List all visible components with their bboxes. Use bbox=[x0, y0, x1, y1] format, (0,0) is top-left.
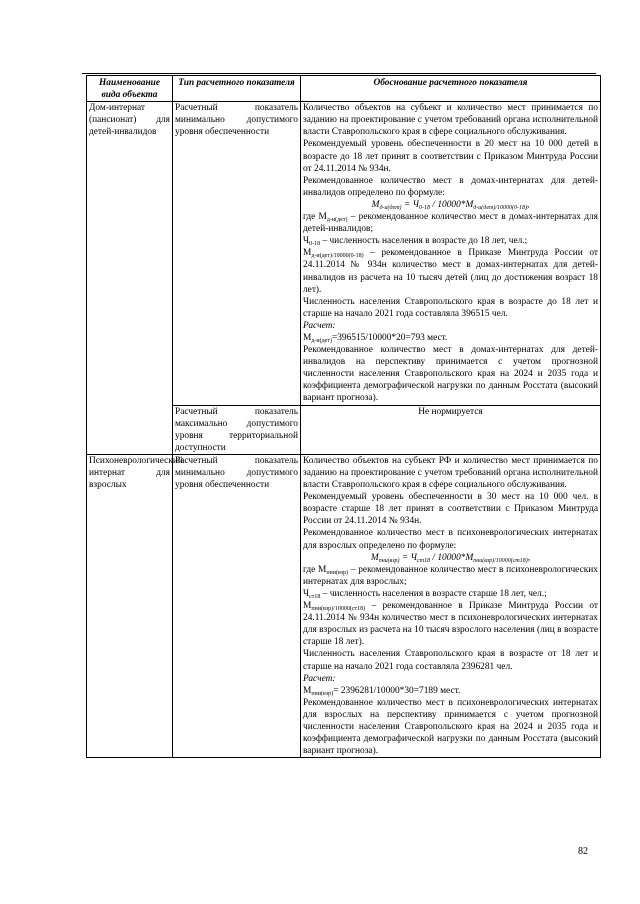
table-row bbox=[87, 454, 601, 757]
table-header-row bbox=[87, 76, 601, 102]
calculation-label: Расчет: bbox=[303, 673, 336, 684]
definition: где $М_{пни(взр)}$ – рекомендованное количество мест в психоневрологических интернатах для взрослых; bbox=[303, 564, 598, 587]
justification-paragraph: Рекомендуемый уровень обеспеченности в 20 мест на 10 000 детей в возрасте до 18 лет принят в соответствии с Приказом Минтруда России от 24.11.2014 № 934н. bbox=[303, 139, 598, 174]
header-object-type: Наименование вида объекта bbox=[87, 76, 173, 102]
page-number: 82 bbox=[578, 846, 588, 857]
object-name: Психоневрологический интернат для взрослых bbox=[87, 454, 173, 757]
formula: $М_{пни(взр)} = Ч_{ст18} / 10000*М_{пни(взр)/10000(ст18)}$, bbox=[370, 552, 531, 564]
justification-paragraph: Количество объектов на субъект РФ и количество мест принимается по заданию на проектирование с учетом требований органа исполнительной власти Ставропольского края в сфере социального обслуживания. bbox=[303, 455, 598, 491]
justification-paragraph: Количество объектов на субъект и количество мест принимается по заданию на проектирование с учетом требований органа исполнительной власти Ставропольского края в сфере социального обслуживания. bbox=[303, 103, 598, 138]
indicator-type: Расчетный показатель минимально допустимого уровня обеспеченности bbox=[173, 102, 301, 405]
indicator-type: Расчетный показатель минимально допустимого уровня обеспеченности bbox=[173, 454, 301, 757]
justification-cell bbox=[301, 454, 601, 757]
definition: $М_{д-и(дет)/10000(0-18)}$ – рекомендованное в Приказе Минтруда России от 24.11.2014 № 934н количество мест в домах-интернатах для детей-инвалидов из расчета на 10 тысяч детей (лиц до достижения возраст 18 лет). bbox=[303, 248, 598, 295]
justification-paragraph: Рекомендованное количество мест в психоневрологических интернатах для взрослых определено по формуле: bbox=[303, 528, 598, 551]
header-justification: Обоснование расчетного показателя bbox=[301, 76, 601, 102]
justification-paragraph: Численность населения Ставропольского края в возрасте от 18 лет и старше на начало 2021 года составляла 2396281 чел. bbox=[303, 649, 598, 672]
indicator-type: Расчетный показатель максимально допустимого уровня территориальной доступности bbox=[173, 405, 301, 454]
justification-paragraph: Рекомендованное количество мест в домах-интернатах для детей-инвалидов на перспективу принимается с учетом прогнозной численности населения Ставропольского края на 2024 и 2035 года и коэффициента демографической нагрузки по данным Росстата (высокий вариант прогноза). bbox=[303, 345, 598, 404]
header-indicator-type: Тип расчетного показателя bbox=[173, 76, 301, 102]
definition: где $М_{д-и(дет)}$ – рекомендованное количество мест в домах-интернатах для детей-инвалидов; bbox=[303, 212, 598, 235]
justification-paragraph: Рекомендованное количество мест в домах-интернатах для детей-инвалидов определено по формуле: bbox=[303, 175, 598, 198]
justification-paragraph: Численность населения Ставропольского края в возрасте до 18 лет и старше на начало 2021 года составляла 396515 чел. bbox=[303, 296, 598, 319]
standards-table bbox=[86, 75, 601, 758]
definition: $М_{пни(взр)/10000(ст18)}$ – рекомендованное в Приказе Минтруда России от 24.11.2014 № 934н количество мест в психоневрологических интернатах для взрослых из расчета на 10 тысяч взрослого населения (лиц в возрасте старше 18 лет). bbox=[303, 601, 598, 648]
justification-cell: Не нормируется bbox=[301, 405, 601, 454]
calculation: $М_{д-и(дет)}=396515/10000*20=793$ мест. bbox=[303, 332, 448, 344]
justification-paragraph: Рекомендуемый уровень обеспеченности в 30 мест на 10 000 чел. в возрасте старше 18 лет принят в соответствии с Приказом Минтруда России от 24.11.2014 № 934н. bbox=[303, 492, 598, 527]
justification-cell bbox=[301, 102, 601, 405]
formula: $М_{д-и(дет)} = Ч_{0-18} / 10000*М_{д-и(дет)/10000(0-18)}$, bbox=[371, 199, 530, 211]
definition: $Ч_{0-18}$ – численность населения в возрасте до 18 лет, чел.; bbox=[303, 236, 528, 248]
table-row bbox=[87, 102, 601, 405]
justification-paragraph: Рекомендованное количество мест в психоневрологических интернатах для взрослых на перспективу принимается с учетом прогнозной численности населения Ставропольского края на 2024 и 2035 года и коэффициента демографической нагрузки по данным Росстата (высокий вариант прогноза). bbox=[303, 697, 598, 757]
object-name: Дом-интернат (пансионат) для детей-инвалидов bbox=[87, 102, 173, 455]
top-rule bbox=[82, 73, 596, 74]
calculation-label: Расчет: bbox=[303, 320, 336, 331]
definition: $Ч_{ст18}$ – численность населения в возрасте старше 18 лет, чел.; bbox=[303, 588, 547, 600]
calculation: $М_{пни(взр)}= 2396281/10000*30=7189$ мест. bbox=[303, 685, 461, 697]
